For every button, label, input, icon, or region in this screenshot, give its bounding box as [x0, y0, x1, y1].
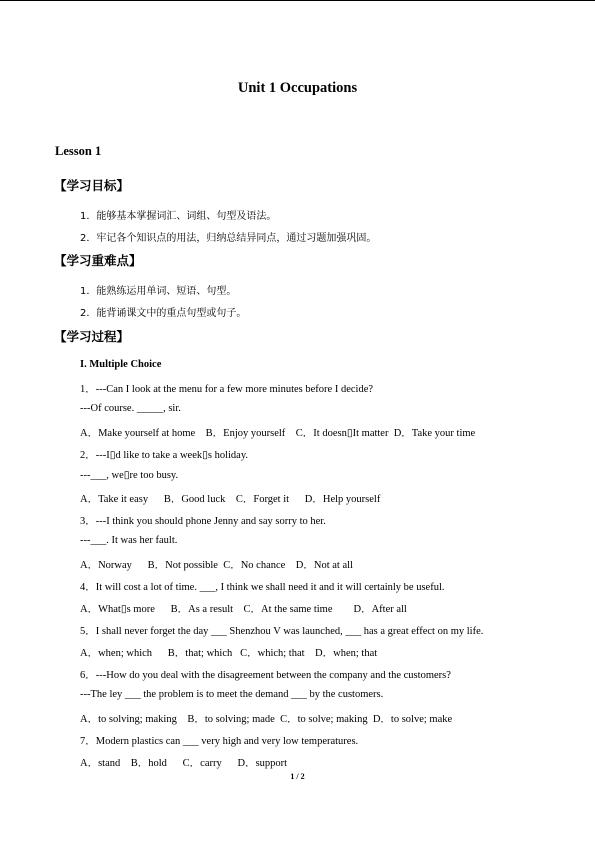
- question-line: 7．Modern plastics can ___ very high and very low temperatures.: [80, 736, 359, 747]
- answer-options-line: A．Norway B．Not possible C．No chance D．Not at all: [80, 560, 353, 571]
- answer-options-line: A．stand B．hold C．carry D．support: [80, 758, 288, 769]
- question-line: ---The ley ___ the problem is to meet the demand ___ by the customers.: [80, 689, 384, 700]
- goal-item-1: 1．能够基本掌握词汇、词组、句型及语法。: [80, 211, 277, 222]
- exercise-part-title: I. Multiple Choice: [80, 359, 162, 370]
- answer-options-line: A．What▯s more B．As a result C．At the same time D．After all: [80, 604, 407, 615]
- document-title: Unit 1 Occupations: [237, 80, 358, 96]
- question-line: ---Of course. _____, sir.: [80, 403, 181, 414]
- section-heading-goals: 【学习目标】: [54, 178, 130, 193]
- question-line: ---___. It was her fault.: [80, 535, 178, 546]
- goal-item-2: 2．牢记各个知识点的用法，归纳总结异同点，通过习题加强巩固。: [80, 233, 377, 244]
- key-point-item-2: 2．能背诵课文中的重点句型或句子。: [80, 308, 247, 319]
- answer-options-line: A．Make yourself at home B．Enjoy yourself C．It doesn▯It matter D．Take your time: [80, 428, 476, 439]
- question-line: ---___, we▯re too busy.: [80, 470, 179, 481]
- question-line: 3．---I think you should phone Jenny and say sorry to her.: [80, 516, 326, 527]
- section-heading-process: 【学习过程】: [54, 329, 130, 344]
- question-line: 2．---I▯d like to take a week▯s holiday.: [80, 450, 249, 461]
- page-number: 1 / 2: [290, 772, 305, 781]
- question-line: 1．---Can I look at the menu for a few more minutes before I decide?: [80, 384, 374, 395]
- answer-options-line: A．when; which B．that; which C．which; that D．when; that: [80, 648, 378, 659]
- question-line: 4．It will cost a lot of time. ___, I think we shall need it and it will certainly be useful.: [80, 582, 445, 593]
- section-heading-key-points: 【学习重难点】: [54, 253, 142, 268]
- question-line: 6．---How do you deal with the disagreement between the company and the customers?: [80, 670, 451, 681]
- question-line: 5．I shall never forget the day ___ Shenzhou V was launched, ___ has a great effect on my life.: [80, 626, 484, 637]
- answer-options-line: A．Take it easy B．Good luck C．Forget it D．Help yourself: [80, 494, 381, 505]
- top-border-line: [0, 0, 595, 1]
- answer-options-line: A．to solving; making B．to solving; made C．to solve; making D．to solve; make: [80, 714, 453, 725]
- lesson-heading: Lesson 1: [55, 144, 102, 158]
- key-point-item-1: 1．能熟练运用单词、短语、句型。: [80, 286, 237, 297]
